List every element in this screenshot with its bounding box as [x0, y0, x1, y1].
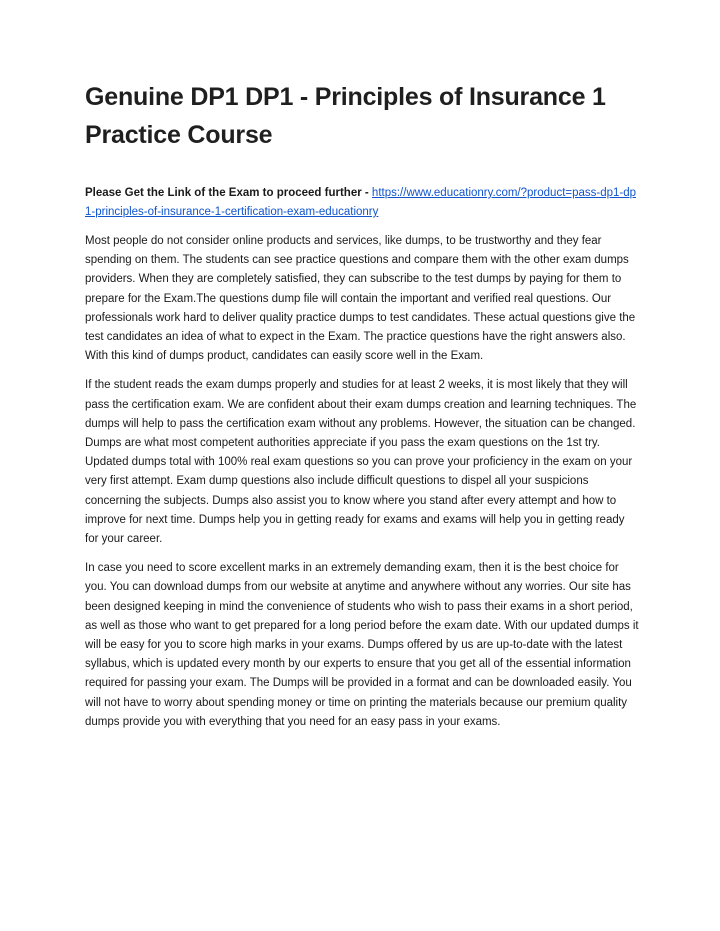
paragraph-3: In case you need to score excellent marks in an extremely demanding exam, then it is the best choice for you. You can download dumps from our website at anytime and anywhere without any worries. Our site has been designed keeping in mind the convenience of students who wish to pass their exams in a short period, as well as those who want to get prepared for a long period before the exam date. With our updated dumps it will be easy for you to score high marks in your exams. Dumps offered by us are up-to-date with the latest syllabus, which is updated every month by our experts to ensure that you get all of the essential information required for passing your exam. The Dumps will be provided in a format and can be downloaded easily. You will not have to worry about spending money or time on printing the materials because our premium quality dumps provide you with everything that you need for an easy pass in your exams. [85, 562, 639, 728]
paragraph-1: Most people do not consider online products and services, like dumps, to be trustworthy and they fear spending on them. The students can see practice questions and compare them with the other exam dumps providers. When they are completely satisfied, they can subscribe to the test dumps by paying for them to prepare for the Exam.The questions dump file will contain the important and verified real questions. Our professionals work hard to deliver quality practice dumps to test candidates. These actual questions give the test candidates an idea of what to expect in the Exam. The practice questions have the right answers also. With this kind of dumps product, candidates can easily score well in the Exam. [85, 235, 636, 363]
exam-link[interactable]: https://www.educationry.com/?product=pass-dp1-dp1-principles-of-insurance-1-certification-exam-educationry [85, 187, 637, 218]
document-page [85, 78, 641, 742]
paragraph-2: If the student reads the exam dumps properly and studies for at least 2 weeks, it is most likely that they will pass the certification exam. We are confident about their exam dumps creation and learning techniques. The dumps will help to pass the certification exam without any problems. However, the situation can be changed. Dumps are what most competent authorities appreciate if you pass the exam questions on the 1st try. Updated dumps total with 100% real exam questions so you can prove your proficiency in the exam on your very first attempt. Exam dump questions also include difficult questions to dispel all your suspicions concerning the subjects. Dumps also assist you to know where you stand after every attempt and how to improve for next time. Dumps help you in getting ready for exams and exams will help you in getting ready for your career. [85, 379, 637, 546]
intro-label: Please Get the Link of the Exam to proceed further - [85, 187, 372, 199]
page-title: Genuine DP1 DP1 - Principles of Insurance 1 Practice Course [85, 83, 606, 149]
intro-line [85, 184, 641, 222]
